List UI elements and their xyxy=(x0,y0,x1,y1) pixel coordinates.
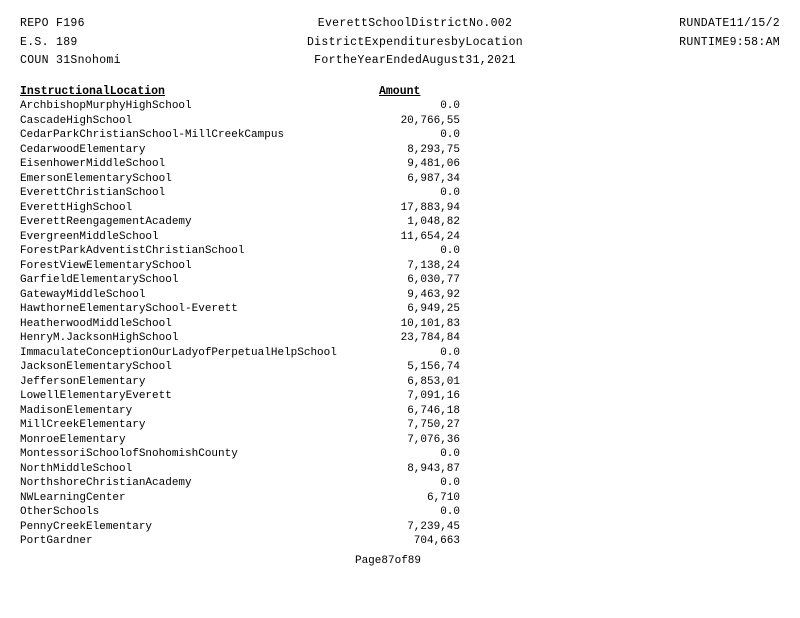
table-row xyxy=(20,143,460,158)
amount-cell: 6,746,18 xyxy=(407,404,460,417)
location-cell: MonroeElementary xyxy=(20,433,126,446)
table-row xyxy=(20,128,460,143)
amount-cell: 17,883,94 xyxy=(400,201,460,214)
amount-cell: 20,766,55 xyxy=(400,114,460,127)
table-row xyxy=(20,201,460,216)
table-row xyxy=(20,476,460,491)
amount-cell: 0.0 xyxy=(440,506,460,518)
amount-cell: 0.0 xyxy=(440,100,460,112)
table-row xyxy=(20,244,460,259)
county-label: COUN 31Snohomi xyxy=(20,54,121,67)
location-cell: ArchbishopMurphyHighSchool xyxy=(20,100,192,112)
location-cell: EverettHighSchool xyxy=(20,201,133,214)
location-cell: EmersonElementarySchool xyxy=(20,172,172,185)
location-cell: EverettReengagementAcademy xyxy=(20,216,192,228)
table-row xyxy=(20,331,460,346)
location-cell: ForestViewElementarySchool xyxy=(20,259,192,272)
amount-cell: 5,156,74 xyxy=(407,361,460,373)
amount-cell: 9,463,92 xyxy=(407,288,460,301)
location-cell: ImmaculateConceptionOurLadyofPerpetualHelpSchool xyxy=(20,346,337,359)
table-row xyxy=(20,288,460,303)
report-id: REPO F196 xyxy=(20,17,85,30)
location-cell: HenryM.JacksonHighSchool xyxy=(20,332,179,344)
expenditure-table xyxy=(20,99,460,549)
table-row xyxy=(20,346,460,361)
amount-cell: 11,654,24 xyxy=(400,230,460,243)
table-row xyxy=(20,534,460,549)
amount-cell: 7,091,16 xyxy=(407,390,460,402)
run-time: RUNTIME9:58:AM xyxy=(679,36,780,49)
amount-column-header: Amount xyxy=(379,85,421,98)
location-cell: EverettChristianSchool xyxy=(20,187,166,199)
amount-cell: 7,138,24 xyxy=(407,259,460,272)
amount-cell: 9,481,06 xyxy=(407,158,460,170)
amount-cell: 6,710 xyxy=(426,491,460,504)
table-row xyxy=(20,505,460,520)
table-row xyxy=(20,157,460,172)
page-number: Page87of89 xyxy=(354,555,421,567)
table-row xyxy=(20,172,460,187)
location-cell: HawthorneElementarySchool-Everett xyxy=(20,303,238,315)
location-cell: NorthshoreChristianAcademy xyxy=(20,477,192,489)
location-cell: ForestParkAdventistChristianSchool xyxy=(20,245,245,257)
district-name: EverettSchoolDistrictNo.002 xyxy=(317,17,513,30)
amount-cell: 23,784,84 xyxy=(400,332,460,344)
table-row xyxy=(20,317,460,332)
location-cell: OtherSchools xyxy=(20,506,100,518)
amount-cell: 8,293,75 xyxy=(407,143,460,156)
location-cell: LowellElementaryEverett xyxy=(20,390,172,402)
location-cell: PennyCreekElementary xyxy=(20,520,153,533)
table-row xyxy=(20,186,460,201)
table-row xyxy=(20,462,460,477)
run-date: RUNDATE11/15/2 xyxy=(679,17,780,30)
amount-cell: 6,853,01 xyxy=(407,375,460,388)
location-cell: MadisonElementary xyxy=(20,404,133,417)
amount-cell: 6,949,25 xyxy=(407,303,460,315)
table-row xyxy=(20,404,460,419)
location-cell: EvergreenMiddleSchool xyxy=(20,230,159,243)
location-cell: GatewayMiddleSchool xyxy=(20,288,146,301)
location-cell: EisenhowerMiddleSchool xyxy=(20,158,166,170)
amount-cell: 6,987,34 xyxy=(407,172,460,185)
table-row xyxy=(20,418,460,433)
location-cell: GarfieldElementarySchool xyxy=(20,274,179,286)
location-cell: MontessoriSchoolofSnohomishCounty xyxy=(20,448,238,460)
amount-cell: 0.0 xyxy=(440,245,460,257)
location-cell: MillCreekElementary xyxy=(20,419,146,431)
location-cell: NorthMiddleSchool xyxy=(20,462,133,475)
amount-cell: 0.0 xyxy=(440,187,460,199)
fiscal-period: FortheYearEndedAugust31,2021 xyxy=(314,54,516,67)
table-row xyxy=(20,99,460,114)
amount-cell: 0.0 xyxy=(440,448,460,460)
amount-cell: 7,076,36 xyxy=(407,433,460,446)
location-cell: PortGardner xyxy=(20,535,93,547)
table-row xyxy=(20,360,460,375)
location-cell: JeffersonElementary xyxy=(20,375,146,388)
table-row xyxy=(20,215,460,230)
table-row xyxy=(20,389,460,404)
location-cell: CascadeHighSchool xyxy=(20,114,133,127)
school-code: E.S. 189 xyxy=(20,36,78,49)
location-cell: CedarParkChristianSchool-MillCreekCampus xyxy=(20,129,285,141)
table-row xyxy=(20,433,460,448)
amount-cell: 704,663 xyxy=(413,535,460,547)
amount-cell: 10,101,83 xyxy=(400,317,460,330)
table-row xyxy=(20,230,460,245)
table-row xyxy=(20,447,460,462)
table-row xyxy=(20,259,460,274)
location-column-header: InstructionalLocation xyxy=(20,85,165,98)
amount-cell: 1,048,82 xyxy=(407,216,460,228)
location-cell: NWLearningCenter xyxy=(20,491,126,504)
location-cell: HeatherwoodMiddleSchool xyxy=(20,317,172,330)
table-row xyxy=(20,491,460,506)
amount-cell: 6,030,77 xyxy=(407,274,460,286)
location-cell: CedarwoodElementary xyxy=(20,143,146,156)
table-row xyxy=(20,302,460,317)
location-cell: JacksonElementarySchool xyxy=(20,361,172,373)
table-row xyxy=(20,273,460,288)
amount-cell: 0.0 xyxy=(440,346,460,359)
amount-cell: 0.0 xyxy=(440,129,460,141)
table-row xyxy=(20,520,460,535)
amount-cell: 0.0 xyxy=(440,477,460,489)
amount-cell: 8,943,87 xyxy=(407,462,460,475)
table-row xyxy=(20,375,460,390)
amount-cell: 7,239,45 xyxy=(407,520,460,533)
table-row xyxy=(20,114,460,129)
amount-cell: 7,750,27 xyxy=(407,419,460,431)
report-title: DistrictExpendituresbyLocation xyxy=(306,36,524,49)
